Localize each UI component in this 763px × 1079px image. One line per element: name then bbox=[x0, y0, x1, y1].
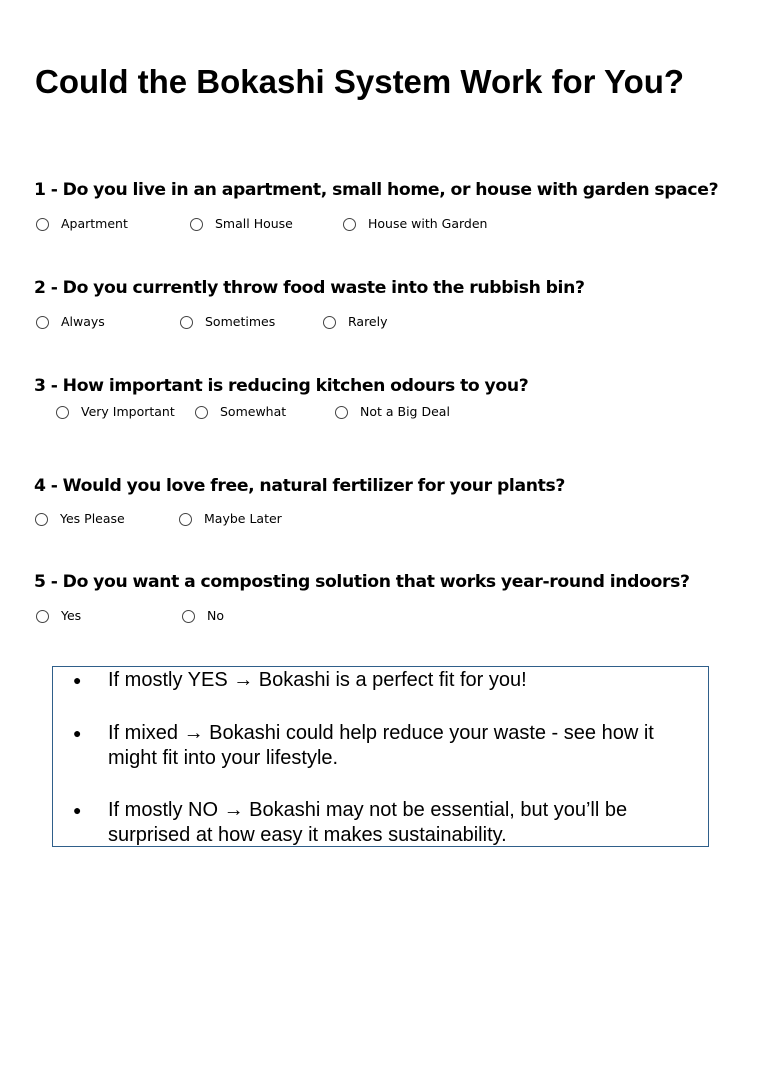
option-label: Sometimes bbox=[205, 314, 276, 329]
option-label: Yes bbox=[61, 608, 82, 623]
question-4: 4 - Would you love free, natural fertilizer for your plants? bbox=[34, 476, 565, 496]
option-very-important[interactable] bbox=[56, 404, 175, 420]
option-label: No bbox=[207, 608, 224, 623]
option-yes[interactable] bbox=[36, 608, 81, 624]
option-label: House with Garden bbox=[368, 216, 488, 231]
radio-button[interactable] bbox=[56, 406, 69, 419]
option-label: Not a Big Deal bbox=[360, 404, 450, 419]
option-apartment[interactable] bbox=[36, 216, 128, 232]
option-house-with-garden[interactable] bbox=[343, 216, 487, 232]
result-text: If mostly YES → Bokashi is a perfect fit for you! bbox=[108, 669, 527, 691]
option-sometimes[interactable] bbox=[180, 314, 275, 330]
option-label: Apartment bbox=[61, 216, 128, 231]
radio-button[interactable] bbox=[35, 513, 48, 526]
option-label: Somewhat bbox=[220, 404, 287, 419]
result-text: If mostly NO → Bokashi may not be essential, but you’ll be surprised at how easy it makes sustainability. bbox=[108, 799, 628, 846]
radio-button[interactable] bbox=[323, 316, 336, 329]
radio-button[interactable] bbox=[180, 316, 193, 329]
radio-button[interactable] bbox=[335, 406, 348, 419]
bullet-icon: ● bbox=[73, 725, 82, 741]
bullet-icon: ● bbox=[73, 802, 82, 818]
radio-button[interactable] bbox=[195, 406, 208, 419]
radio-button[interactable] bbox=[179, 513, 192, 526]
option-small-house[interactable] bbox=[190, 216, 293, 232]
option-no[interactable] bbox=[182, 608, 224, 624]
question-1: 1 - Do you live in an apartment, small home, or house with garden space? bbox=[34, 180, 719, 200]
option-label: Small House bbox=[215, 216, 293, 231]
option-label: Yes Please bbox=[60, 511, 125, 526]
bullet-icon: ● bbox=[73, 672, 82, 688]
radio-button[interactable] bbox=[190, 218, 203, 231]
question-2: 2 - Do you currently throw food waste into the rubbish bin? bbox=[34, 278, 585, 298]
question-5: 5 - Do you want a composting solution that works year-round indoors? bbox=[34, 572, 690, 592]
option-label: Always bbox=[61, 314, 105, 329]
option-label: Maybe Later bbox=[204, 511, 282, 526]
option-label: Very Important bbox=[81, 404, 175, 419]
radio-button[interactable] bbox=[36, 218, 49, 231]
option-somewhat[interactable] bbox=[195, 404, 286, 420]
results-box bbox=[52, 666, 709, 847]
radio-button[interactable] bbox=[36, 316, 49, 329]
option-maybe-later[interactable] bbox=[179, 511, 282, 527]
option-rarely[interactable] bbox=[323, 314, 388, 330]
option-always[interactable] bbox=[36, 314, 105, 330]
option-label: Rarely bbox=[348, 314, 388, 329]
result-text: If mixed → Bokashi could help reduce your waste - see how it might fit into your lifestyle. bbox=[108, 722, 654, 769]
radio-button[interactable] bbox=[36, 610, 49, 623]
radio-button[interactable] bbox=[343, 218, 356, 231]
option-yes-please[interactable] bbox=[35, 511, 125, 527]
radio-button[interactable] bbox=[182, 610, 195, 623]
page-title: Could the Bokashi System Work for You? bbox=[35, 63, 685, 100]
question-3: 3 - How important is reducing kitchen odours to you? bbox=[34, 376, 529, 396]
option-not-a-big-deal[interactable] bbox=[335, 404, 450, 420]
